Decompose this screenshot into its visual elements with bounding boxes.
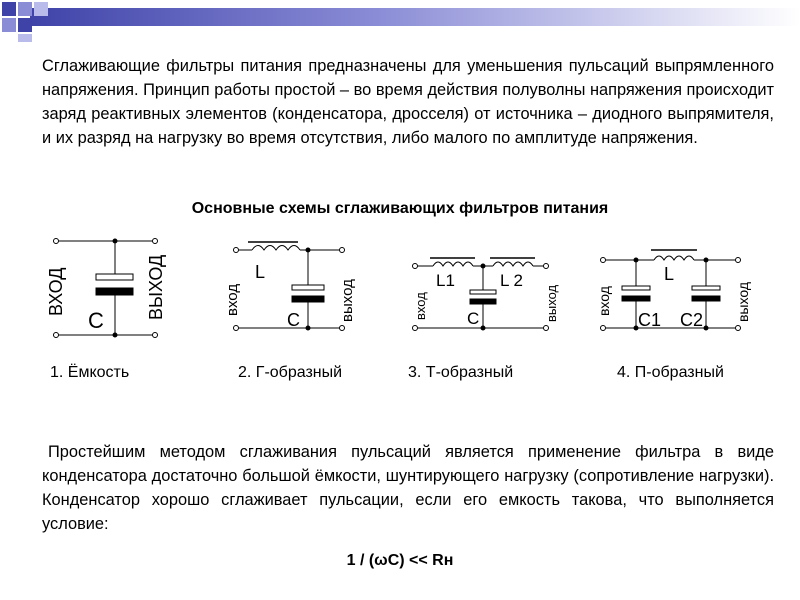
scheme2-l-label: L [255, 262, 266, 282]
scheme2-output-label: выход [339, 279, 356, 322]
scheme3-input-label: вход [413, 292, 428, 320]
scheme2-input-label: вход [224, 283, 241, 316]
scheme4-input-label: вход [596, 286, 612, 316]
scheme1-input-label: ВХОД [46, 267, 66, 316]
scheme4-c2-label: C2 [680, 310, 704, 330]
scheme-pi-type [596, 250, 751, 331]
condition-formula: 1 / (ωC) << Rн [346, 552, 454, 569]
schemes-heading: Основные схемы сглаживающих фильтров питания [191, 200, 609, 217]
scheme2-c-label: C [287, 310, 300, 330]
scheme1-output-label: ВЫХОД [146, 254, 166, 320]
filter-schemes-diagram [0, 228, 800, 358]
scheme3-l1-label: L1 [436, 271, 455, 290]
scheme4-output-label: выход [735, 282, 751, 322]
scheme3-l2-label: L 2 [500, 271, 524, 290]
caption-l-type: 2. Г-образный [238, 364, 343, 381]
scheme1-c-label: C [88, 308, 104, 333]
slide-header-bar [0, 0, 800, 44]
caption-pi-type: 4. П-образный [617, 364, 724, 381]
caption-t-type: 3. Т-образный [408, 364, 514, 381]
scheme-l-type [224, 242, 356, 331]
scheme3-c-label: C [467, 309, 480, 328]
scheme-t-type [413, 258, 560, 331]
scheme4-l-label: L [664, 264, 675, 284]
scheme4-c1-label: C1 [638, 310, 662, 330]
scheme3-output-label: выход [544, 284, 559, 322]
method-paragraph: Простейшим методом сглаживания пульсаций является применение фильтра в виде конденсатора достаточно большой ёмкости, шунтирующего нагрузку (сопротивление нагрузки). Конденсатор хорошо сглаживает пульсации, если его емкость такова, что выполняется условие: [42, 443, 774, 533]
caption-capacitor: 1. Ёмкость [50, 364, 130, 381]
scheme-capacitor [46, 239, 166, 338]
intro-paragraph: Сглаживающие фильтры питания предназначены для уменьшения пульсаций выпрямленного напряжения. Принцип работы простой – во время действия полуволны напряжения происходит заряд реактивных элементов (конденсатора, дросселя) от источника – диодного выпрямителя, и их разряд на нагрузку во время отсутствия, либо малого по амплитуде напряжения. [42, 57, 774, 147]
